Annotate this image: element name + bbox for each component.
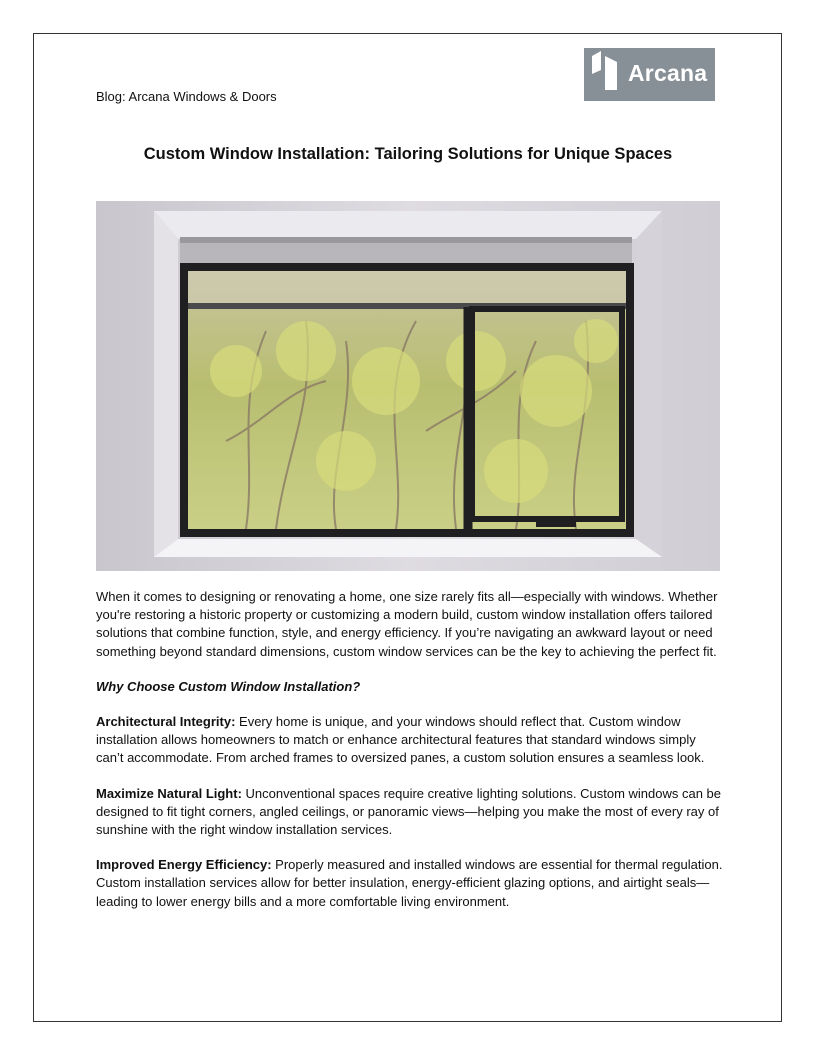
logo-text: Arcana [628,60,708,86]
section-body: Unconventional spaces require creative lighting solutions. Custom windows can be designed to fit tight corners, angled ceilings, or panoramic views—helping you make the most of every ray of sunshine with the right window installation services. [96,785,722,838]
intro-paragraph: When it comes to designing or renovating a home, one size rarely fits all—especially with windows. Whether you're restoring a historic property or customizing a modern build, custom window installation offers tailored solutions that combine function, style, and energy efficiency. If you’re navigating an awkward layout or need something beyond standard dimensions, custom window services can be the key to achieving the perfect fit. [96,589,718,659]
section-architectural-integrity [96,713,724,768]
section-energy-efficiency [96,856,724,911]
section-body: Properly measured and installed windows are essential for thermal regulation. Custom installation services allow for better insulation, energy-efficient glazing options, and airtight seals—leading to lower energy bills and a more comfortable living environment. [96,857,723,909]
section-body: Every home is unique, and your windows should reflect that. Custom window installation allows homeowners to match or enhance architectural features that standard windows simply can’t accommodate. From arched frames to oversized panes, a custom solution ensures a seamless look. [96,714,705,766]
blog-label: Blog: Arcana Windows & Doors [96,89,277,104]
article-title: Custom Window Installation: Tailoring Solutions for Unique Spaces [143,145,673,163]
section-heading: Architectural Integrity: [96,714,236,730]
window-photo [96,201,720,571]
window-photo-illustration [96,201,720,571]
section-subheading: Why Choose Custom Window Installation? [96,678,361,694]
article-content [96,588,724,928]
section-heading: Improved Energy Efficiency: [96,857,272,873]
section-heading: Maximize Natural Light: [96,785,242,801]
section-natural-light [96,785,724,840]
arcana-logo[interactable] [584,48,715,101]
